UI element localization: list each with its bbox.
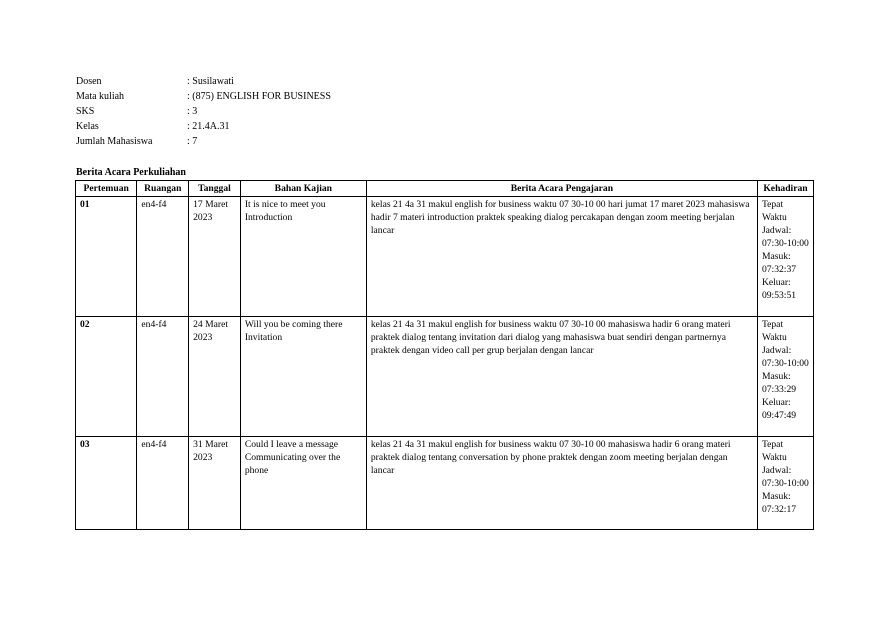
cell-tanggal: 31 Maret 2023 — [189, 437, 241, 530]
column-header-bahan-kajian: Bahan Kajian — [240, 181, 366, 197]
info-value: : 3 — [187, 106, 198, 117]
table-row — [76, 317, 814, 437]
info-label: Kelas — [76, 121, 99, 132]
info-label: Mata kuliah — [76, 91, 125, 102]
cell-berita-acara: kelas 21 4a 31 makul english for business waktu 07 30-10 00 mahasiswa hadir 6 orang materi praktek dialog tentang invitation dari dialog yang mahasiswa buat sendiri dengan partnernya praktek dengan video call per grup berjalan dengan lancar — [366, 317, 757, 437]
table-row — [76, 437, 814, 530]
info-row-jumlah-mahasiswa — [76, 134, 331, 149]
info-label: SKS — [76, 106, 95, 117]
info-value: : (875) ENGLISH FOR BUSINESS — [187, 91, 331, 102]
cell-ruangan: en4-f4 — [137, 197, 189, 317]
cell-ruangan: en4-f4 — [137, 317, 189, 437]
cell-ruangan: en4-f4 — [137, 437, 189, 530]
cell-berita-acara: kelas 21 4a 31 makul english for business waktu 07 30-10 00 mahasiswa hadir 6 orang materi praktek dialog tentang conversation by phone praktek dengan zoom meeting berjalan dengan lancar — [366, 437, 757, 530]
table-header-row — [76, 181, 814, 197]
info-row-mata-kuliah — [76, 89, 331, 104]
info-row-kelas — [76, 119, 331, 134]
section-title: Berita Acara Perkuliahan — [76, 167, 186, 178]
column-header-pertemuan: Pertemuan — [76, 181, 137, 197]
course-info — [76, 74, 331, 149]
info-label: Jumlah Mahasiswa — [76, 136, 153, 147]
column-header-ruangan: Ruangan — [137, 181, 189, 197]
cell-pertemuan: 02 — [76, 317, 137, 437]
cell-tanggal: 24 Maret 2023 — [189, 317, 241, 437]
cell-kehadiran: Tepat Waktu Jadwal: 07:30-10:00 Masuk: 07:33:29 Keluar: 09:47:49 — [757, 317, 813, 437]
info-value: : 7 — [187, 136, 198, 147]
cell-kehadiran: Tepat Waktu Jadwal: 07:30-10:00 Masuk: 07:32:37 Keluar: 09:53:51 — [757, 197, 813, 317]
cell-pertemuan: 01 — [76, 197, 137, 317]
cell-bahan-kajian: Could I leave a message Communicating over the phone — [240, 437, 366, 530]
info-row-dosen — [76, 74, 331, 89]
cell-bahan-kajian: Will you be coming there Invitation — [240, 317, 366, 437]
info-row-sks — [76, 104, 331, 119]
info-value: : Susilawati — [187, 76, 234, 87]
attendance-table — [75, 180, 814, 530]
column-header-kehadiran: Kehadiran — [757, 181, 813, 197]
column-header-berita-acara: Berita Acara Pengajaran — [366, 181, 757, 197]
table-row — [76, 197, 814, 317]
cell-kehadiran: Tepat Waktu Jadwal: 07:30-10:00 Masuk: 07:32:17 — [757, 437, 813, 530]
cell-pertemuan: 03 — [76, 437, 137, 530]
cell-bahan-kajian: It is nice to meet you Introduction — [240, 197, 366, 317]
info-value: : 21.4A.31 — [187, 121, 230, 132]
column-header-tanggal: Tanggal — [189, 181, 241, 197]
info-label: Dosen — [76, 76, 102, 87]
cell-tanggal: 17 Maret 2023 — [189, 197, 241, 317]
cell-berita-acara: kelas 21 4a 31 makul english for business waktu 07 30-10 00 hari jumat 17 maret 2023 mahasiswa hadir 7 materi introduction praktek speaking dialog percakapan dengan zoom meeting berjalan lancar — [366, 197, 757, 317]
